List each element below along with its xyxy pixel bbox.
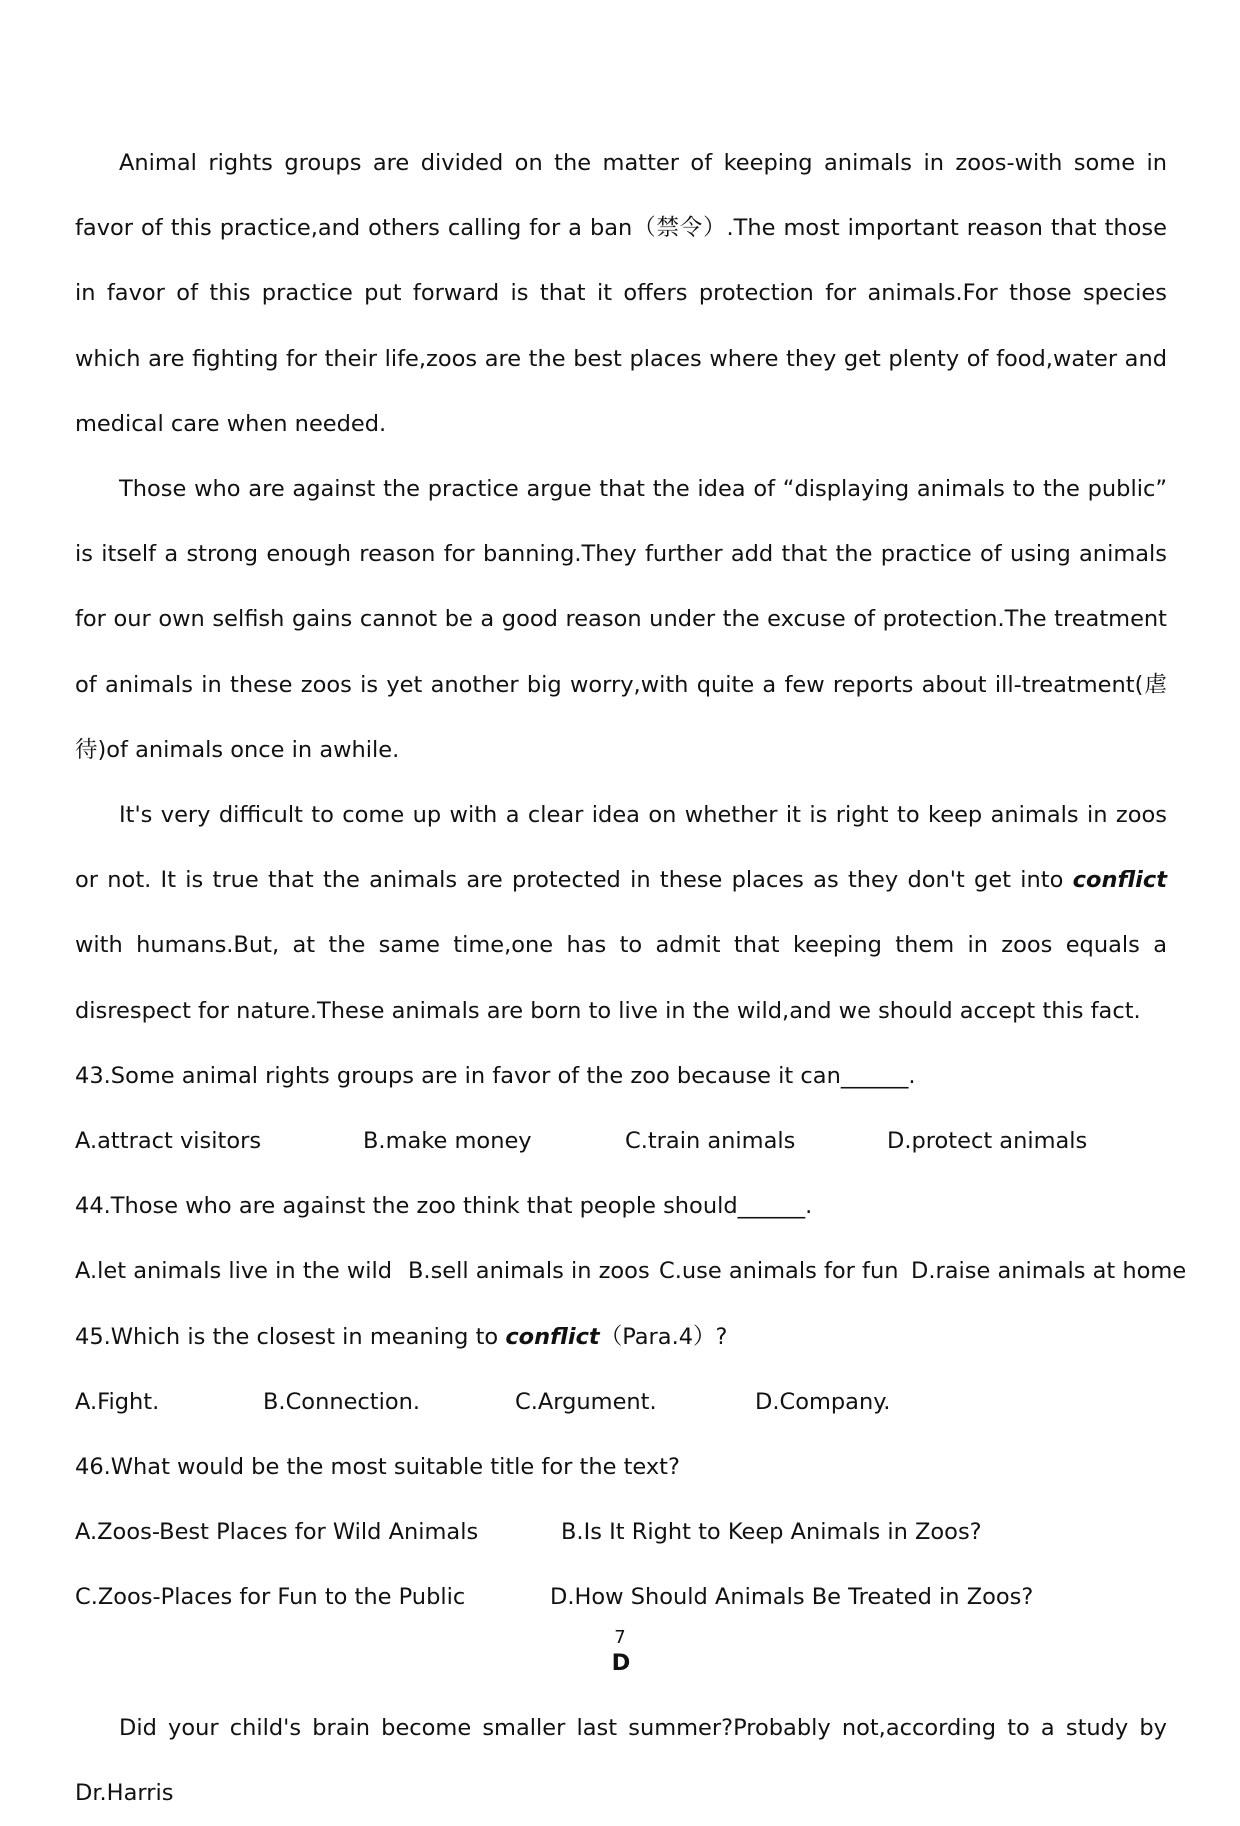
question-46-options-row-2 <box>75 1565 1167 1630</box>
text-run: ）.The most important reason that those in favor of this practice put forward is that it offers protection for animals.For those species which are fighting for their life,zoos are the best places where they get plenty of food,water and medical care when needed. <box>75 215 1167 437</box>
passage-paragraph-3 <box>75 783 1167 1044</box>
option-c[interactable]: C.train animals <box>625 1128 796 1155</box>
option-d[interactable]: D.protect animals <box>887 1128 1088 1155</box>
text-run: )of animals once in awhile. <box>97 736 400 763</box>
question-45-options <box>75 1370 1167 1435</box>
option-b[interactable]: B.sell animals in zoos <box>408 1258 650 1285</box>
question-45-stem <box>75 1305 1167 1370</box>
chinese-gloss: 禁令 <box>656 215 704 242</box>
option-a[interactable]: A.let animals live in the wild <box>75 1258 393 1285</box>
question-44-options <box>75 1239 1187 1304</box>
option-d[interactable]: D.raise animals at home <box>911 1258 1187 1285</box>
page-content <box>75 131 1187 1826</box>
option-c[interactable]: C.use animals for fun <box>659 1258 899 1285</box>
text-run: with humans.But, at the same time,one has to admit that keeping them in zoos equals a disrespect for nature.These animals are born to live in the wild,and we should accept this fact. <box>75 932 1167 1024</box>
option-c[interactable]: C.Zoos-Places for Fun to the Public <box>75 1584 466 1611</box>
question-46-stem: 46.What would be the most suitable title for the text? <box>75 1454 680 1481</box>
question-43-options <box>75 1109 1167 1174</box>
option-d[interactable]: D.Company. <box>755 1388 891 1415</box>
option-b[interactable]: B.Connection. <box>263 1388 421 1415</box>
option-a[interactable]: A.attract visitors <box>75 1128 262 1155</box>
chinese-gloss: 虐待 <box>75 671 1167 763</box>
passage-paragraph-1 <box>75 131 1167 457</box>
text-run: Animal rights groups are divided on the matter of keeping animals in zoos-with some in favor of this practice,and others calling for a ban（ <box>75 150 1167 242</box>
section-d-paragraph-1: Did your child's brain become smaller last summer?Probably not,according to a study by Dr.Harris <box>75 1714 1167 1806</box>
option-a[interactable]: A.Zoos-Best Places for Wild Animals <box>75 1519 479 1546</box>
text-run: Those who are against the practice argue that the idea of “displaying animals to the public” is itself a strong enough reason for banning.They further add that the practice of using animals for our own selfish gains cannot be a good reason under the excuse of protection.The treatment of animals in these zoos is yet another big worry,with quite a few reports about ill-treatment( <box>75 476 1167 698</box>
question-44-stem: 44.Those who are against the zoo think that people should______. <box>75 1193 813 1220</box>
section-d-heading: D <box>611 1649 631 1676</box>
option-b[interactable]: B.Is It Right to Keep Animals in Zoos? <box>561 1519 982 1546</box>
keyword-conflict: conflict <box>1072 867 1167 894</box>
text-run: It's very difficult to come up with a clear idea on whether it is right to keep animals in zoos or not. It is true that the animals are protected in these places as they don't get into <box>75 802 1167 894</box>
text-run: 45.Which is the closest in meaning to <box>75 1323 506 1350</box>
option-d[interactable]: D.How Should Animals Be Treated in Zoos? <box>550 1584 1034 1611</box>
passage-paragraph-2 <box>75 457 1167 783</box>
text-run: （Para.4）? <box>599 1323 728 1350</box>
page-number: 7 <box>614 1627 626 1648</box>
question-43-stem: 43.Some animal rights groups are in favor of the zoo because it can______. <box>75 1062 916 1089</box>
option-c[interactable]: C.Argument. <box>515 1388 657 1415</box>
question-46-options-row-1 <box>75 1500 1167 1565</box>
option-b[interactable]: B.make money <box>363 1128 532 1155</box>
option-a[interactable]: A.Fight. <box>75 1388 160 1415</box>
keyword-conflict: conflict <box>505 1323 600 1350</box>
